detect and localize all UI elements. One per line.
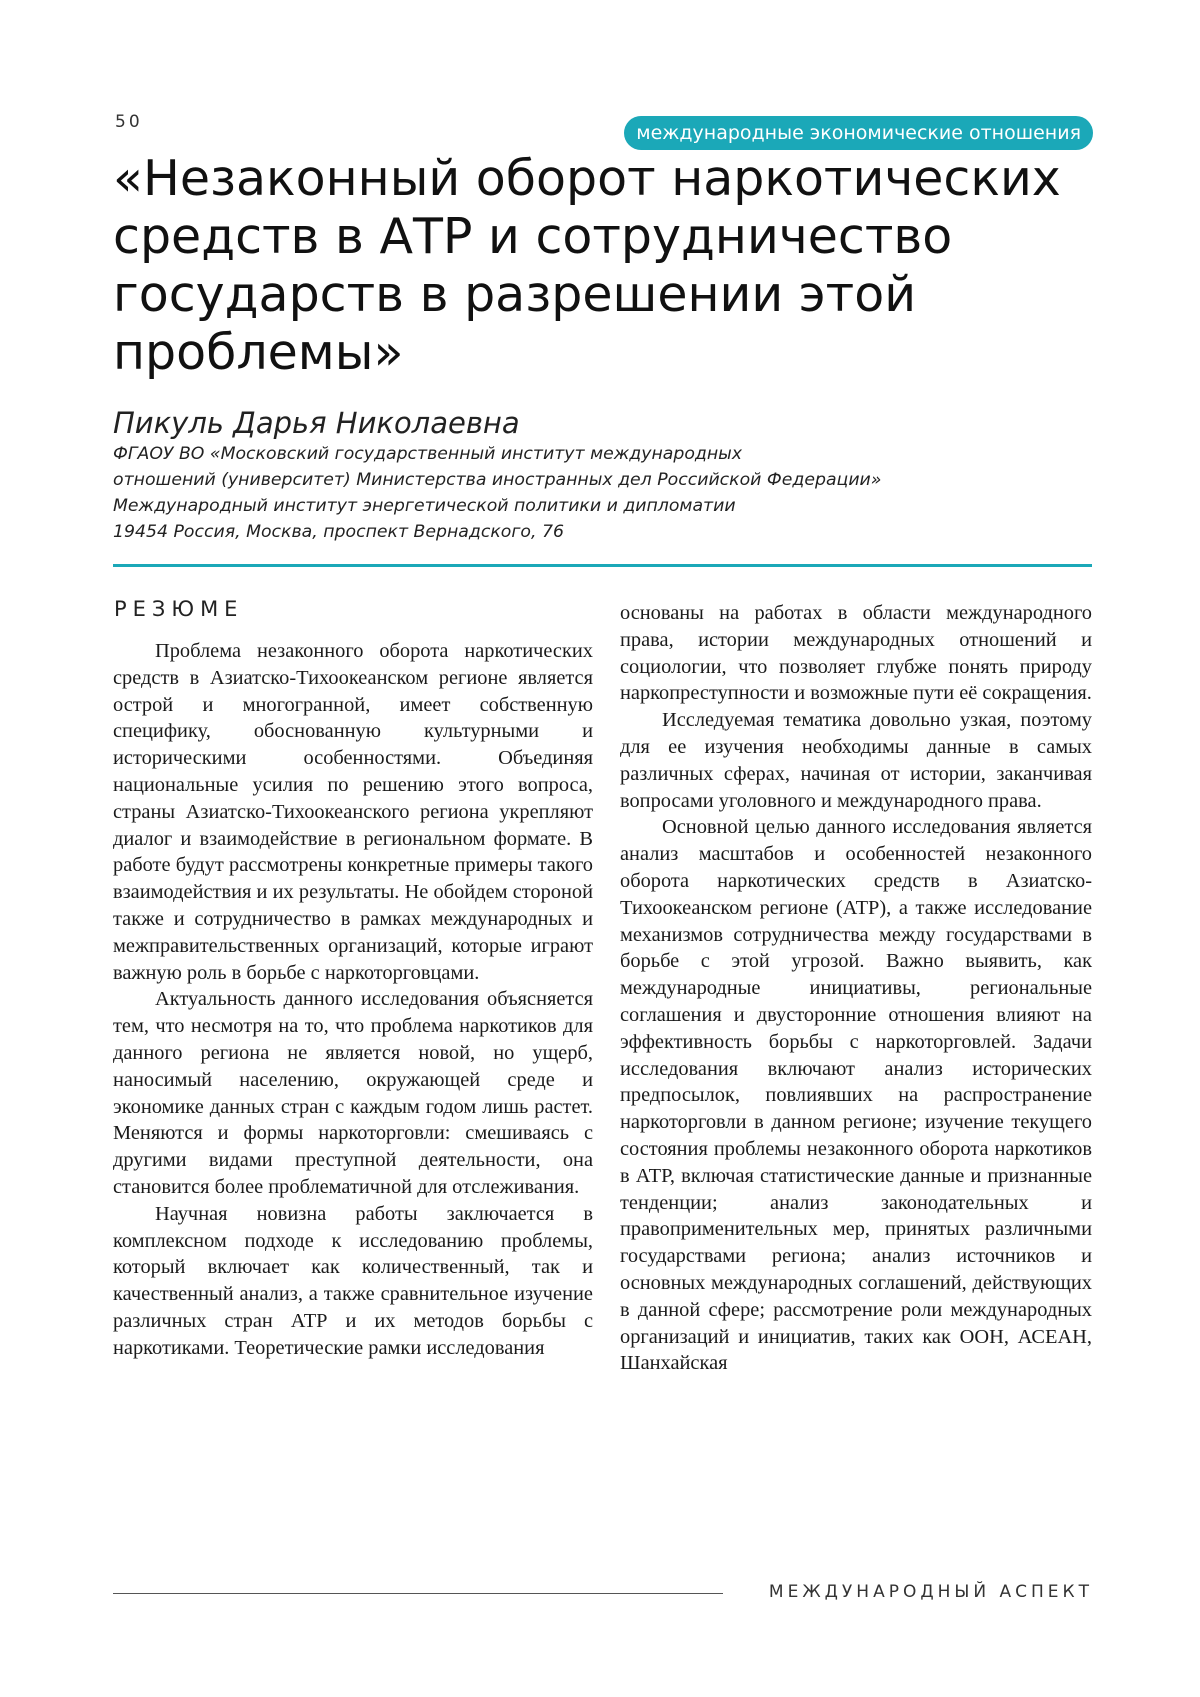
page-number: 50 xyxy=(115,112,143,132)
footer-divider xyxy=(113,1593,723,1594)
left-column xyxy=(113,638,593,1362)
title-line: «Незаконный оборот наркотических xyxy=(113,150,1061,207)
title-line: средств в АТР и сотрудничество xyxy=(113,208,953,265)
author-name: Пикуль Дарья Николаевна xyxy=(113,406,520,440)
title-line: государств в разрешении этой xyxy=(113,266,917,323)
paragraph-continuation: основаны на работах в области международного права, истории международных отношений и социологии, что позволяет глубже понять природу наркопреступности и возможные пути её сокращения. xyxy=(620,602,1092,705)
affiliation-line: 19454 Россия, Москва, проспект Вернадского, 76 xyxy=(113,522,564,542)
paragraph: Исследуемая тематика довольно узкая, поэтому для ее изучения необходимы данные в самых различных сферах, начиная от истории, заканчивая вопросами уголовного и международного права. xyxy=(620,709,1092,812)
resume-heading: РЕЗЮМЕ xyxy=(114,597,244,621)
title-line: проблемы» xyxy=(113,324,404,381)
affiliation-line: ФГАОУ ВО «Московский государственный институт международных xyxy=(113,444,743,464)
paragraph: Актуальность данного исследования объясняется тем, что несмотря на то, что проблема наркотиков для данного региона не является новой, но ущерб, наносимый населению, окружающей среде и экономике данных стран с каждым годом лишь растет. Меняются и формы наркоторговли: смешиваясь с другими видами преступной деятельности, она становится более проблематичной для отслеживания. xyxy=(113,988,593,1198)
affiliation-line: отношений (университет) Министерства иностранных дел Российской Федерации» xyxy=(113,470,882,490)
header-divider xyxy=(113,564,1092,567)
section-badge: международные экономические отношения xyxy=(624,116,1093,150)
author-block xyxy=(113,405,1093,545)
paragraph: Основной целью данного исследования является анализ масштабов и особенностей незаконного оборота наркотических средств в Азиатско-Тихоокеанском регионе (АТР), а также исследование механизмов сотрудничества между государствами в борьбе с этой угрозой. Важно выявить, как международные инициативы, региональные соглашения и двусторонние отношения влияют на эффективность борьбы с наркоторговлей. Задачи исследования включают анализ исторических предпосылок, повлиявших на распространение наркоторговли в данном регионе; изучение текущего состояния проблемы незаконного оборота наркотиков в АТР, включая статистические данные и признанные тенденции; анализ законодательных и правоприменительных мер, принятых различными государствами региона; анализ источников и основных международных соглашений, действующих в данной сфере; рассмотрение роли международных организаций и инициатив, таких как ООН, АСЕАН, Шанхайская xyxy=(620,816,1092,1375)
paragraph: Проблема незаконного оборота наркотических средств в Азиатско-Тихоокеанском регионе является острой и многогранной, имеет собственную специфику, обоснованную культурными и историческими особенностями. Объединяя национальные усилия по решению этого вопроса, страны Азиатско-Тихоокеанского региона укрепляют диалог и взаимодействие в региональном формате. В работе будут рассмотрены конкретные примеры такого взаимодействия и их результаты. Не обойдем стороной также и сотрудничество в рамках международных и межправительственных организаций, которые играют важную роль в борьбе с наркоторговцами. xyxy=(113,640,593,984)
article-title xyxy=(113,150,1113,382)
affiliation-line: Международный институт энергетической политики и дипломатии xyxy=(113,496,736,516)
footer-label: МЕЖДУНАРОДНЫЙ АСПЕКТ xyxy=(768,1582,1093,1602)
paragraph: Научная новизна работы заключается в комплексном подходе к исследованию проблемы, который включает как количественный, так и качественный анализ, а также сравнительное изучение различных стран АТР и их методов борьбы с наркотиками. Теоретические рамки исследования xyxy=(113,1202,593,1359)
right-column xyxy=(620,600,1092,1377)
